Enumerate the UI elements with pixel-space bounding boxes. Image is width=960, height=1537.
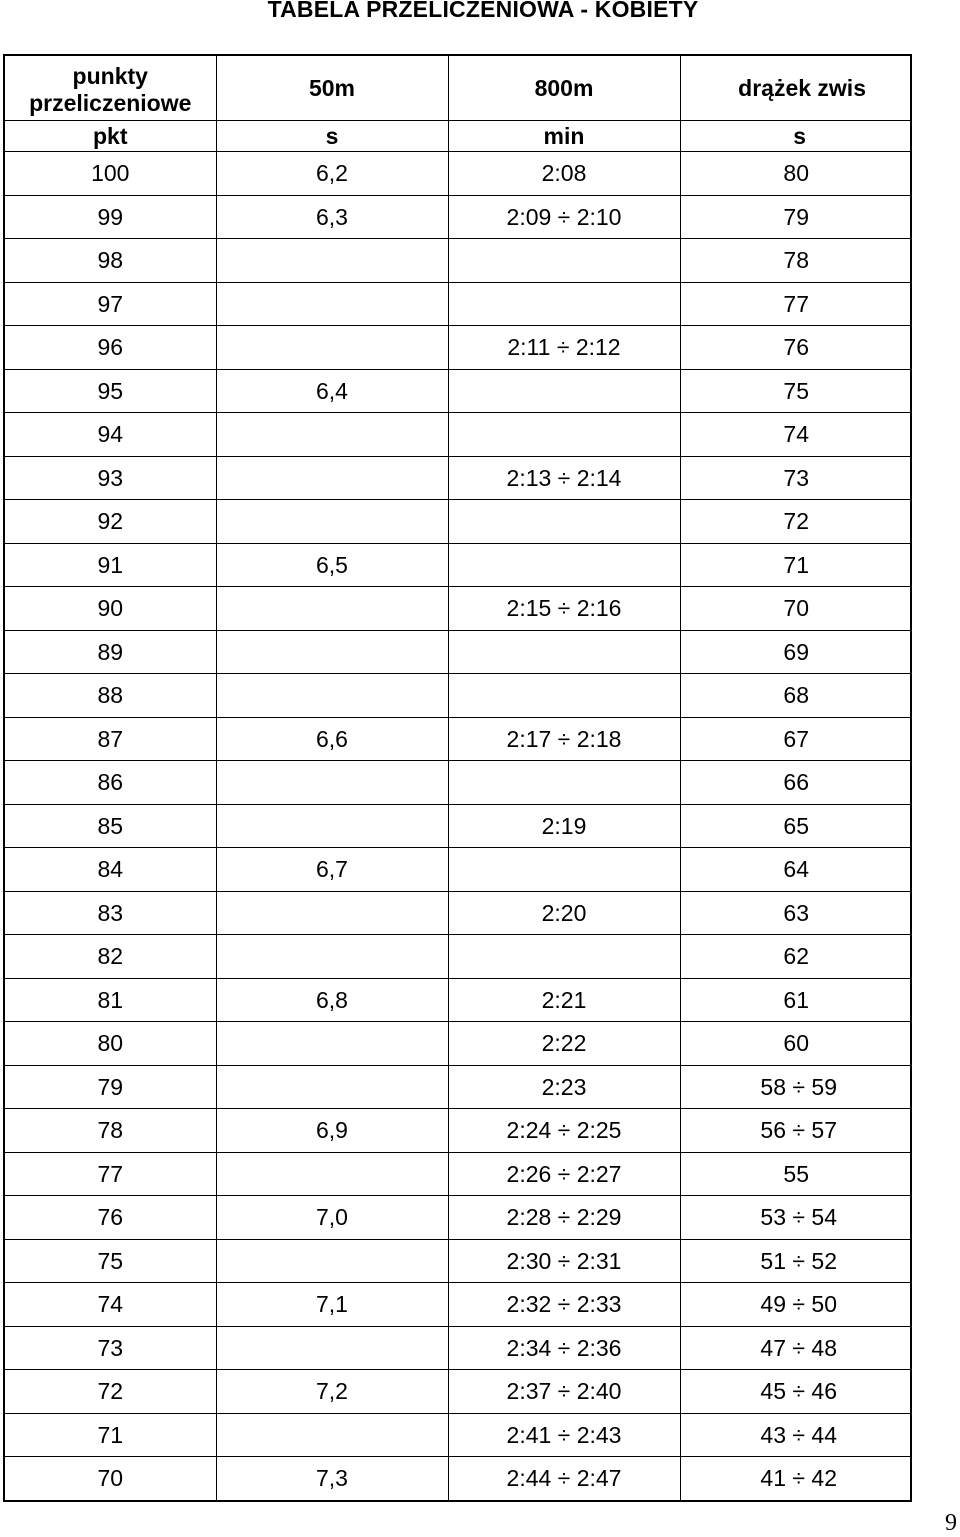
table-row bbox=[4, 717, 911, 761]
cell-bar-hang: 60 bbox=[680, 1022, 911, 1066]
cell-bar-hang: 51 ÷ 52 bbox=[680, 1239, 911, 1283]
cell-points: 80 bbox=[4, 1022, 216, 1066]
cell-bar-hang: 64 bbox=[680, 848, 911, 892]
table-row bbox=[4, 761, 911, 805]
table-row bbox=[4, 282, 911, 326]
cell-points: 89 bbox=[4, 630, 216, 674]
cell-bar-hang: 62 bbox=[680, 935, 911, 979]
table-row bbox=[4, 848, 911, 892]
cell-bar-hang: 67 bbox=[680, 717, 911, 761]
cell-50m: 7,3 bbox=[216, 1457, 448, 1501]
cell-50m bbox=[216, 630, 448, 674]
cell-bar-hang: 72 bbox=[680, 500, 911, 544]
cell-800m: 2:30 ÷ 2:31 bbox=[448, 1239, 680, 1283]
table-row bbox=[4, 326, 911, 370]
cell-800m bbox=[448, 239, 680, 283]
table-row bbox=[4, 587, 911, 631]
cell-800m bbox=[448, 761, 680, 805]
document-title: TABELA PRZELICZENIOWA - KOBIETY bbox=[267, 0, 699, 22]
cell-points: 77 bbox=[4, 1152, 216, 1196]
cell-50m bbox=[216, 456, 448, 500]
cell-points: 73 bbox=[4, 1326, 216, 1370]
cell-points: 74 bbox=[4, 1283, 216, 1327]
cell-points: 70 bbox=[4, 1457, 216, 1501]
table-row bbox=[4, 543, 911, 587]
cell-points: 82 bbox=[4, 935, 216, 979]
cell-bar-hang: 65 bbox=[680, 804, 911, 848]
table-row bbox=[4, 456, 911, 500]
table-row bbox=[4, 674, 911, 718]
cell-800m: 2:21 bbox=[448, 978, 680, 1022]
cell-points: 98 bbox=[4, 239, 216, 283]
table-row bbox=[4, 630, 911, 674]
table-row bbox=[4, 413, 911, 457]
table-row bbox=[4, 891, 911, 935]
cell-bar-hang: 63 bbox=[680, 891, 911, 935]
cell-bar-hang: 43 ÷ 44 bbox=[680, 1413, 911, 1457]
header-bar-hang: drążek zwis bbox=[680, 55, 911, 121]
table-row bbox=[4, 1152, 911, 1196]
cell-50m: 6,2 bbox=[216, 152, 448, 196]
cell-50m bbox=[216, 500, 448, 544]
cell-points: 97 bbox=[4, 282, 216, 326]
cell-points: 90 bbox=[4, 587, 216, 631]
cell-bar-hang: 66 bbox=[680, 761, 911, 805]
table-row bbox=[4, 1065, 911, 1109]
cell-points: 76 bbox=[4, 1196, 216, 1240]
header-50m: 50m bbox=[216, 55, 448, 121]
page-number: 9 bbox=[945, 1510, 957, 1536]
cell-50m: 6,8 bbox=[216, 978, 448, 1022]
cell-points: 99 bbox=[4, 195, 216, 239]
cell-50m bbox=[216, 1239, 448, 1283]
table-row bbox=[4, 239, 911, 283]
cell-800m: 2:28 ÷ 2:29 bbox=[448, 1196, 680, 1240]
cell-800m: 2:17 ÷ 2:18 bbox=[448, 717, 680, 761]
cell-800m bbox=[448, 543, 680, 587]
cell-points: 94 bbox=[4, 413, 216, 457]
cell-points: 100 bbox=[4, 152, 216, 196]
table-row bbox=[4, 1413, 911, 1457]
cell-points: 78 bbox=[4, 1109, 216, 1153]
cell-bar-hang: 68 bbox=[680, 674, 911, 718]
cell-bar-hang: 77 bbox=[680, 282, 911, 326]
unit-800m: min bbox=[448, 121, 680, 152]
cell-bar-hang: 58 ÷ 59 bbox=[680, 1065, 911, 1109]
cell-50m bbox=[216, 1152, 448, 1196]
cell-50m bbox=[216, 674, 448, 718]
cell-800m: 2:08 bbox=[448, 152, 680, 196]
cell-points: 96 bbox=[4, 326, 216, 370]
table-row bbox=[4, 152, 911, 196]
cell-50m: 6,6 bbox=[216, 717, 448, 761]
cell-bar-hang: 70 bbox=[680, 587, 911, 631]
cell-800m bbox=[448, 848, 680, 892]
cell-points: 87 bbox=[4, 717, 216, 761]
cell-points: 75 bbox=[4, 1239, 216, 1283]
cell-50m bbox=[216, 891, 448, 935]
cell-points: 83 bbox=[4, 891, 216, 935]
cell-50m bbox=[216, 587, 448, 631]
unit-points: pkt bbox=[4, 121, 216, 152]
table-row bbox=[4, 1326, 911, 1370]
unit-bar-hang: s bbox=[680, 121, 911, 152]
table-row bbox=[4, 804, 911, 848]
cell-50m bbox=[216, 804, 448, 848]
cell-800m bbox=[448, 369, 680, 413]
cell-bar-hang: 78 bbox=[680, 239, 911, 283]
cell-bar-hang: 74 bbox=[680, 413, 911, 457]
cell-points: 91 bbox=[4, 543, 216, 587]
cell-50m bbox=[216, 1065, 448, 1109]
cell-bar-hang: 76 bbox=[680, 326, 911, 370]
cell-50m bbox=[216, 413, 448, 457]
cell-bar-hang: 53 ÷ 54 bbox=[680, 1196, 911, 1240]
cell-50m bbox=[216, 1022, 448, 1066]
cell-points: 95 bbox=[4, 369, 216, 413]
cell-800m: 2:15 ÷ 2:16 bbox=[448, 587, 680, 631]
table-row bbox=[4, 935, 911, 979]
cell-points: 84 bbox=[4, 848, 216, 892]
table-row bbox=[4, 1457, 911, 1501]
cell-800m: 2:20 bbox=[448, 891, 680, 935]
cell-points: 88 bbox=[4, 674, 216, 718]
table-row bbox=[4, 1196, 911, 1240]
cell-800m bbox=[448, 630, 680, 674]
cell-points: 81 bbox=[4, 978, 216, 1022]
cell-bar-hang: 41 ÷ 42 bbox=[680, 1457, 911, 1501]
cell-800m: 2:37 ÷ 2:40 bbox=[448, 1370, 680, 1414]
cell-800m: 2:09 ÷ 2:10 bbox=[448, 195, 680, 239]
cell-bar-hang: 73 bbox=[680, 456, 911, 500]
cell-50m bbox=[216, 326, 448, 370]
cell-800m: 2:44 ÷ 2:47 bbox=[448, 1457, 680, 1501]
cell-50m bbox=[216, 761, 448, 805]
cell-50m bbox=[216, 935, 448, 979]
cell-800m: 2:11 ÷ 2:12 bbox=[448, 326, 680, 370]
cell-points: 92 bbox=[4, 500, 216, 544]
table-row bbox=[4, 500, 911, 544]
cell-800m: 2:23 bbox=[448, 1065, 680, 1109]
cell-bar-hang: 69 bbox=[680, 630, 911, 674]
cell-800m: 2:13 ÷ 2:14 bbox=[448, 456, 680, 500]
cell-bar-hang: 49 ÷ 50 bbox=[680, 1283, 911, 1327]
cell-bar-hang: 56 ÷ 57 bbox=[680, 1109, 911, 1153]
cell-50m bbox=[216, 239, 448, 283]
units-row bbox=[4, 121, 911, 152]
cell-bar-hang: 80 bbox=[680, 152, 911, 196]
cell-800m bbox=[448, 674, 680, 718]
cell-50m bbox=[216, 282, 448, 326]
cell-50m bbox=[216, 1326, 448, 1370]
table-row bbox=[4, 1022, 911, 1066]
cell-800m: 2:26 ÷ 2:27 bbox=[448, 1152, 680, 1196]
cell-bar-hang: 71 bbox=[680, 543, 911, 587]
cell-bar-hang: 47 ÷ 48 bbox=[680, 1326, 911, 1370]
table-row bbox=[4, 1370, 911, 1414]
cell-points: 85 bbox=[4, 804, 216, 848]
cell-800m bbox=[448, 413, 680, 457]
table-row bbox=[4, 1109, 911, 1153]
cell-50m: 6,9 bbox=[216, 1109, 448, 1153]
cell-800m: 2:32 ÷ 2:33 bbox=[448, 1283, 680, 1327]
cell-points: 79 bbox=[4, 1065, 216, 1109]
table-row bbox=[4, 1239, 911, 1283]
header-800m: 800m bbox=[448, 55, 680, 121]
cell-50m: 7,1 bbox=[216, 1283, 448, 1327]
cell-50m bbox=[216, 1413, 448, 1457]
cell-bar-hang: 79 bbox=[680, 195, 911, 239]
cell-points: 86 bbox=[4, 761, 216, 805]
cell-800m: 2:41 ÷ 2:43 bbox=[448, 1413, 680, 1457]
cell-bar-hang: 75 bbox=[680, 369, 911, 413]
table-row bbox=[4, 978, 911, 1022]
cell-800m bbox=[448, 282, 680, 326]
cell-800m: 2:22 bbox=[448, 1022, 680, 1066]
cell-800m bbox=[448, 500, 680, 544]
cell-50m: 6,7 bbox=[216, 848, 448, 892]
cell-50m: 6,4 bbox=[216, 369, 448, 413]
table-row bbox=[4, 195, 911, 239]
cell-points: 93 bbox=[4, 456, 216, 500]
cell-bar-hang: 45 ÷ 46 bbox=[680, 1370, 911, 1414]
cell-800m: 2:34 ÷ 2:36 bbox=[448, 1326, 680, 1370]
cell-800m bbox=[448, 935, 680, 979]
cell-800m: 2:19 bbox=[448, 804, 680, 848]
header-row bbox=[4, 55, 911, 121]
table-row bbox=[4, 369, 911, 413]
cell-50m: 6,3 bbox=[216, 195, 448, 239]
header-points: punkty przeliczeniowe bbox=[4, 55, 216, 121]
table-row bbox=[4, 1283, 911, 1327]
cell-points: 72 bbox=[4, 1370, 216, 1414]
cell-points: 71 bbox=[4, 1413, 216, 1457]
cell-bar-hang: 55 bbox=[680, 1152, 911, 1196]
cell-800m: 2:24 ÷ 2:25 bbox=[448, 1109, 680, 1153]
cell-bar-hang: 61 bbox=[680, 978, 911, 1022]
conversion-table bbox=[3, 54, 912, 1502]
cell-50m: 6,5 bbox=[216, 543, 448, 587]
unit-50m: s bbox=[216, 121, 448, 152]
cell-50m: 7,2 bbox=[216, 1370, 448, 1414]
cell-50m: 7,0 bbox=[216, 1196, 448, 1240]
